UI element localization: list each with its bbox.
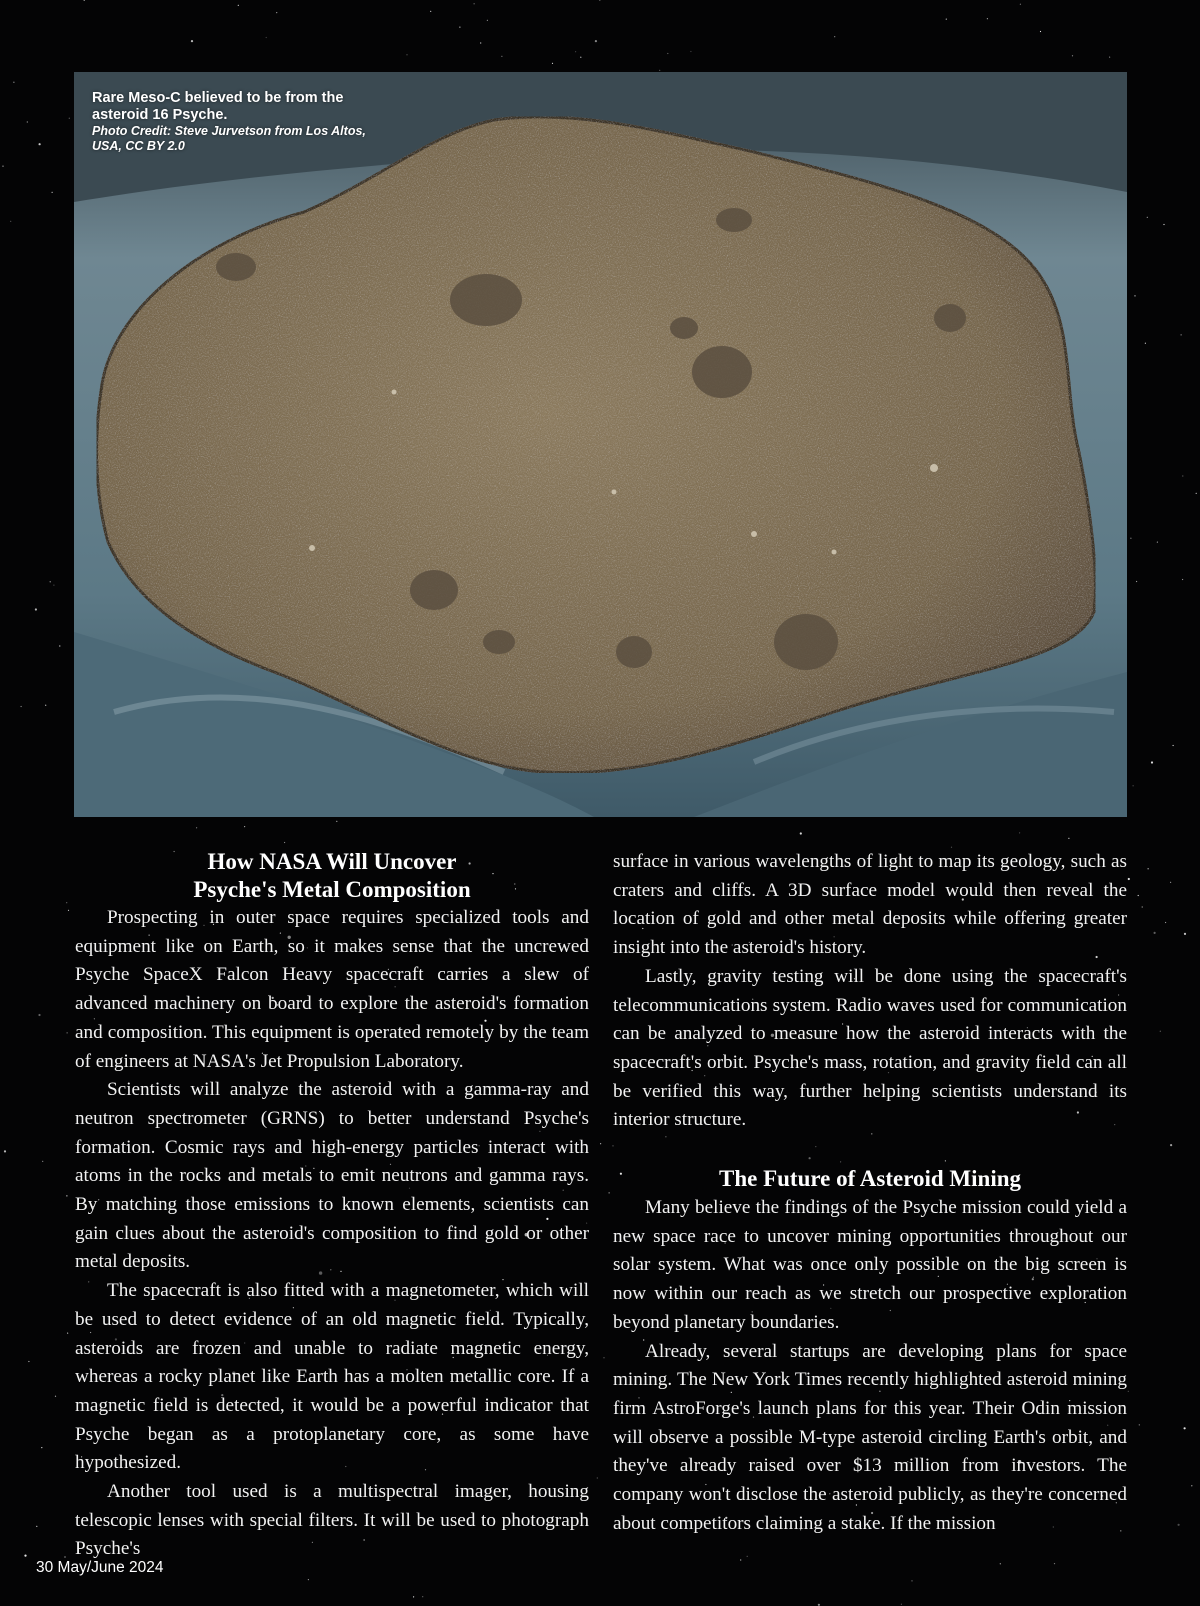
- heading-line-2: Psyche's Metal Composition: [193, 877, 471, 902]
- star: [1020, 4, 1021, 5]
- star: [987, 18, 988, 19]
- star: [1040, 31, 1041, 32]
- star: [501, 56, 502, 57]
- star: [35, 608, 37, 610]
- star: [1157, 542, 1158, 543]
- star: [69, 118, 70, 119]
- right-column: [613, 848, 1127, 1538]
- star: [1182, 579, 1183, 580]
- paragraph-continuation: surface in various wavelengths of light to map its geology, such as craters and cliffs. A 3D surface model would then reveal the location of gold and other metal deposits while offering greater insight into the asteroid's history.: [613, 851, 1127, 959]
- star: [911, 1580, 912, 1581]
- star: [740, 1559, 741, 1560]
- star: [266, 37, 267, 38]
- star: [336, 821, 337, 822]
- star: [1154, 932, 1156, 934]
- star: [42, 1161, 43, 1162]
- paragraph-prospecting: Prospecting in outer space requires specialized tools and equipment like on Earth, so it makes sense that the uncrewed Psyche SpaceX Falcon Heavy spacecraft carries a slew of advanced machinery on board to explore the asteroid's formation and composition. This equipment is operated remotely by the team of engineers at NASA's Jet Propulsion Laboratory.: [75, 907, 589, 1072]
- heading-line-1: How NASA Will Uncover: [207, 849, 457, 874]
- star: [66, 902, 67, 903]
- page-folio: 30 May/June 2024: [36, 1559, 164, 1576]
- star: [50, 581, 51, 582]
- star: [600, 1143, 601, 1144]
- paragraph-grns: Scientists will analyze the asteroid with a gamma-ray and neutron spectrometer (GRNS) to better understand Psyche's formation. Cosmic rays and high-energy particles interact with atoms in the rocks and metals to emit neutrons and gamma rays. By matching those emissions to known elements, scientists can gain clues about the asteroid's composition to find gold or other metal deposits.: [75, 1079, 589, 1273]
- paragraph-magnetometer: The spacecraft is also fitted with a magnetometer, which will be used to detect evidence of an old magnetic field. Typically, asteroids are frozen and unable to radiate magnetic energy, whereas a rocky planet like Earth has a molten metallic core. If a magnetic field is detected, it would be a powerful indicator that Psyche began as a protoplanetary core, as some have hypothesized.: [75, 1280, 589, 1474]
- star: [2, 166, 3, 167]
- star: [1138, 895, 1139, 896]
- star: [39, 143, 41, 145]
- star: [1184, 933, 1186, 935]
- star: [603, 1357, 604, 1358]
- star: [1170, 1144, 1172, 1146]
- star: [68, 910, 69, 911]
- star: [946, 19, 947, 20]
- star: [1134, 295, 1135, 296]
- star: [834, 36, 835, 37]
- star: [55, 1396, 56, 1397]
- star: [1148, 868, 1149, 869]
- star: [284, 842, 285, 843]
- section-heading-nasa: [75, 848, 589, 904]
- star: [1054, 1563, 1055, 1564]
- photo-caption: [92, 90, 382, 154]
- star: [459, 27, 460, 28]
- star: [690, 51, 691, 52]
- paragraph-gravity: Lastly, gravity testing will be done using the spacecraft's telecommunications system. Radio waves used for communication can be analyzed to measure how the asteroid interacts with the spacecraft's orbit. Psyche's mass, rotation, and gravity field can all be verified this way, further helping scientists understand its interior structure.: [613, 965, 1127, 1131]
- star: [244, 826, 245, 827]
- star: [901, 1604, 902, 1605]
- star: [667, 53, 668, 54]
- paragraph-startups: Already, several startups are developing plans for space mining. The New York Times recently highlighted asteroid mining firm AstroForge's launch plans for this year. Their Odin mission will observe a possible M-type asteroid circling Earth's orbit, and they've already raised over $13 million from investors. The company won't disclose the asteroid publicly, as they're concerned about competitors claiming a stake. If the mission: [613, 1340, 1127, 1534]
- star: [67, 1032, 68, 1033]
- star: [38, 1014, 40, 1016]
- star: [609, 1192, 610, 1193]
- star: [84, 0, 85, 1]
- star: [59, 645, 60, 646]
- star: [1000, 1563, 1001, 1564]
- star: [21, 706, 22, 707]
- star: [191, 40, 193, 42]
- star: [1191, 1485, 1192, 1486]
- star: [1139, 1424, 1140, 1425]
- caption-text: Rare Meso-C believed to be from the asteroid 16 Psyche.: [92, 90, 344, 123]
- star: [1178, 1524, 1180, 1526]
- paragraph-space-race: Many believe the findings of the Psyche mission could yield a new space race to uncover mining opportunities throughout our solar system. What was once only possible on the big screen is now within our reach as we stretch our prospective exploration beyond planetary boundaries.: [613, 1197, 1127, 1333]
- star: [597, 1477, 598, 1478]
- star: [1128, 1391, 1129, 1392]
- star: [1184, 1427, 1186, 1429]
- star: [1133, 785, 1134, 786]
- star: [238, 5, 239, 6]
- paragraph-imager: Another tool used is a multispectral imager, housing telescopic lenses with special filters. It will be used to photograph Psyche's: [75, 1481, 589, 1560]
- left-column: [75, 848, 589, 1564]
- star: [1165, 922, 1166, 923]
- star: [1128, 878, 1130, 880]
- section-heading-future: The Future of Asteroid Mining: [719, 1166, 1021, 1192]
- star: [28, 1361, 29, 1362]
- star: [52, 192, 53, 193]
- meteorite-photo: [74, 72, 1127, 817]
- photo-credit: Photo Credit: Steve Jurvetson from Los Altos, USA, CC BY 2.0: [92, 124, 366, 153]
- star: [595, 40, 597, 42]
- star: [196, 827, 197, 828]
- star: [1130, 538, 1131, 539]
- star: [1160, 1031, 1161, 1032]
- star: [1182, 475, 1183, 476]
- star: [1136, 581, 1137, 582]
- star: [1019, 832, 1020, 833]
- star: [1147, 217, 1148, 218]
- star: [276, 12, 277, 13]
- star: [1109, 57, 1110, 58]
- star: [474, 3, 475, 4]
- star: [64, 1556, 65, 1557]
- meteorite-image: [74, 72, 1127, 817]
- star: [1170, 882, 1171, 883]
- star: [659, 70, 660, 71]
- star: [13, 82, 14, 83]
- star: [36, 1526, 37, 1527]
- star: [1072, 55, 1073, 56]
- star: [430, 11, 431, 12]
- star: [1145, 343, 1146, 344]
- star: [487, 20, 488, 21]
- star: [67, 1333, 68, 1334]
- star: [1142, 906, 1143, 907]
- star: [747, 1556, 748, 1557]
- star: [1196, 493, 1197, 494]
- star: [1173, 745, 1174, 746]
- star: [41, 1447, 42, 1448]
- star: [422, 1596, 423, 1597]
- star: [413, 1596, 414, 1597]
- star: [599, 0, 600, 1]
- star: [552, 63, 553, 64]
- star: [1163, 224, 1164, 225]
- star: [27, 121, 28, 122]
- star: [66, 1195, 67, 1196]
- star: [480, 42, 481, 43]
- star: [24, 1555, 26, 1557]
- star: [45, 705, 46, 706]
- star: [575, 51, 576, 52]
- star: [1151, 761, 1153, 763]
- star: [406, 54, 407, 55]
- star: [1181, 334, 1182, 335]
- star: [308, 1579, 309, 1580]
- star: [580, 57, 581, 58]
- star: [53, 585, 54, 586]
- star: [10, 221, 11, 222]
- star: [1068, 838, 1069, 839]
- star: [4, 1150, 6, 1152]
- star: [800, 832, 802, 834]
